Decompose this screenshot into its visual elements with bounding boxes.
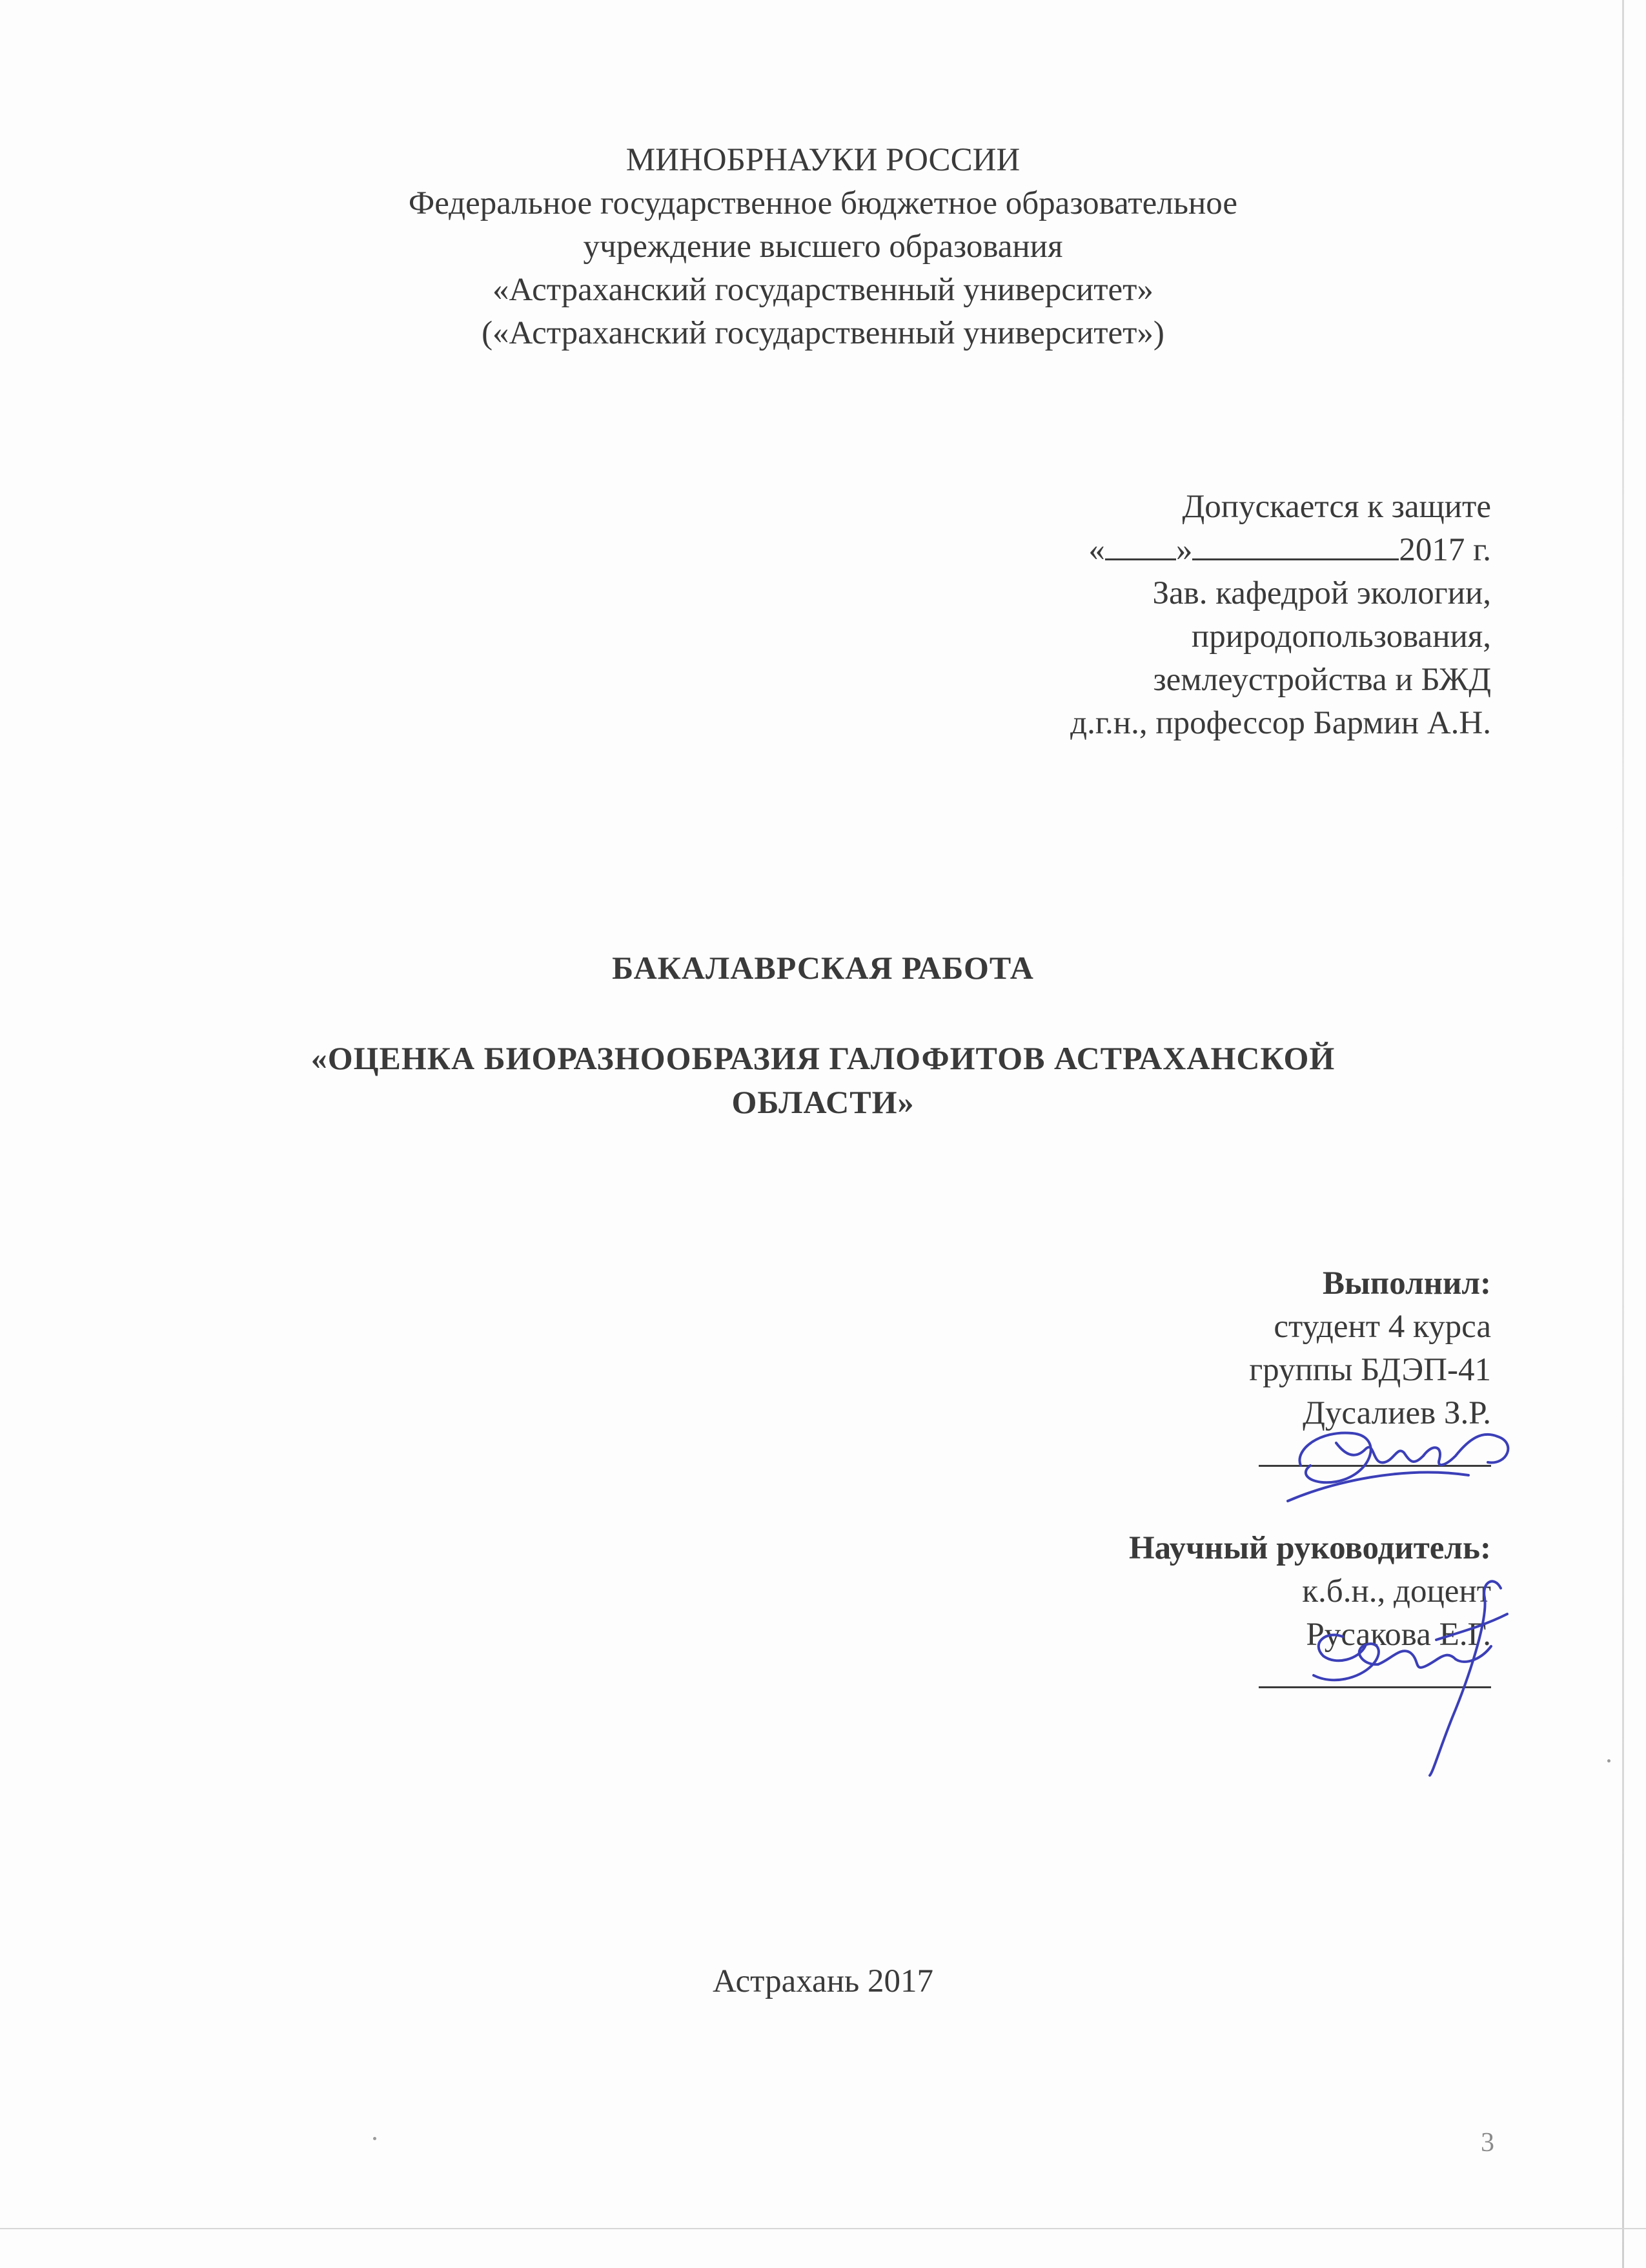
supervisor-degree: к.б.н., доцент [1302, 1573, 1491, 1609]
work-title-line-1: «ОЦЕНКА БИОРАЗНООБРАЗИЯ ГАЛОФИТОВ АСТРАХАНСКОЙ [310, 1040, 1336, 1076]
university-short-name: («Астраханский государственный университет») [482, 315, 1164, 351]
work-title [0, 1036, 1646, 1124]
performer-signature [1275, 1404, 1533, 1507]
head-position-line-2: природопользования, [1191, 618, 1491, 655]
institution-header [0, 139, 1646, 355]
performer-label: Выполнил: [1322, 1265, 1491, 1302]
scan-speck [1607, 1759, 1610, 1762]
head-position-line-3: землеустройства и БЖД [1153, 662, 1491, 698]
approval-date [1070, 529, 1491, 572]
scan-speck [373, 2137, 376, 2140]
scan-edge-bottom [0, 2228, 1646, 2229]
admitted-label: Допускается к защите [1182, 489, 1491, 525]
month-blank [1192, 530, 1399, 560]
work-type: БАКАЛАВРСКАЯ РАБОТА [612, 950, 1034, 986]
page-number: 3 [1481, 2128, 1494, 2158]
head-position-line-1: Зав. кафедрой экологии, [1152, 575, 1491, 611]
date-open-quote: « [1088, 532, 1105, 568]
institution-line-1: Федеральное государственное бюджетное образовательное [408, 185, 1238, 221]
day-blank [1105, 530, 1176, 560]
university-name: «Астраханский государственный университет» [493, 272, 1153, 308]
supervisor-label: Научный руководитель: [1129, 1530, 1491, 1566]
approval-block [1070, 485, 1491, 745]
supervisor-signature [1288, 1569, 1533, 1782]
institution-line-2: учреждение высшего образования [583, 229, 1063, 265]
performer-name: Дусалиев З.Р. [1303, 1395, 1491, 1431]
date-close-quote: » [1175, 532, 1193, 568]
performer-status: студент 4 курса [1274, 1309, 1491, 1345]
head-name: д.г.н., профессор Бармин А.Н. [1070, 705, 1491, 741]
date-year: 2017 г. [1399, 532, 1491, 568]
ministry-name: МИНОБРНАУКИ РОССИИ [625, 142, 1021, 178]
work-title-line-2: ОБЛАСТИ» [731, 1084, 915, 1120]
performer-group: группы БДЭП-41 [1249, 1352, 1491, 1388]
city-year: Астрахань 2017 [712, 1963, 933, 1999]
supervisor-name: Русакова Е.Г. [1306, 1617, 1491, 1653]
